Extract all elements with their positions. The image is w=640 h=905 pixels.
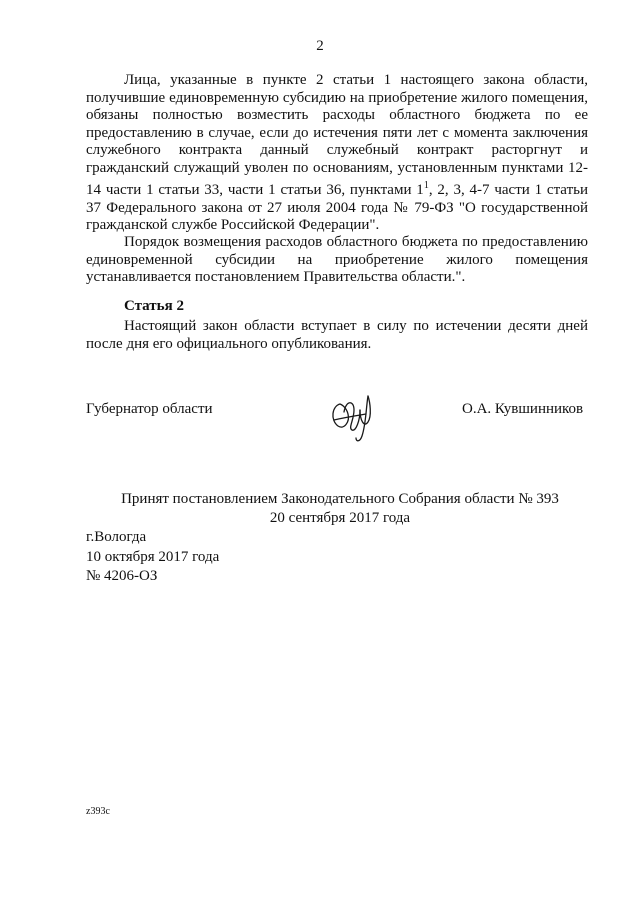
signing-date: 10 октября 2017 года — [86, 548, 220, 565]
page-number: 2 — [316, 38, 324, 54]
paragraph-1 — [86, 72, 588, 235]
document-code: z393c — [86, 806, 110, 817]
adoption-line-2: 20 сентября 2017 года — [269, 510, 411, 526]
adoption-note — [0, 490, 640, 528]
law-number: № 4206-ОЗ — [86, 568, 158, 584]
paragraph-1-superscript: 1 — [423, 180, 429, 191]
paragraph-2 — [86, 234, 588, 287]
handwritten-signature — [326, 390, 382, 444]
article-2-heading: Статья 2 — [124, 298, 184, 314]
signatory-position: Губернатор области — [86, 401, 213, 417]
signatory-name: О.А. Кувшинников — [462, 401, 584, 417]
paragraph-3 — [86, 318, 588, 353]
adoption-line-1: Принят постановлением Законодательного Собрания области № 393 — [121, 491, 559, 507]
paragraph-2-text: Порядок возмещения расходов областного бюджета по предоставлению единовременной субсидии на приобретение жилого помещения устанавливается постановлением Правительства области.". — [86, 234, 588, 285]
place-date-block — [86, 528, 219, 587]
paragraph-1-text-b: , 2, 3, 4-7 части 1 статьи 37 Федерального закона от 27 июля 2004 года № 79-ФЗ "О государственной гражданской службе Российской Федерации". — [86, 182, 588, 233]
paragraph-1-text-a: Лица, указанные в пункте 2 статьи 1 настоящего закона области, получившие единовременную субсидию на приобретение жилого помещения, обязаны полностью возместить расходы областного бюджета по ее предоставлению в случае, если до истечения пяти лет с момента заключения служебного контракта данный служебный контракт расторгнут и гражданский служащий уволен по основаниям, установленным пунктами 12-14 части 1 статьи 33, части 1 статьи 36, пунктами 1 — [86, 72, 588, 198]
paragraph-3-text: Настоящий закон области вступает в силу по истечении десяти дней после дня его официального опубликования. — [86, 318, 588, 352]
place: г.Вологда — [86, 529, 147, 545]
